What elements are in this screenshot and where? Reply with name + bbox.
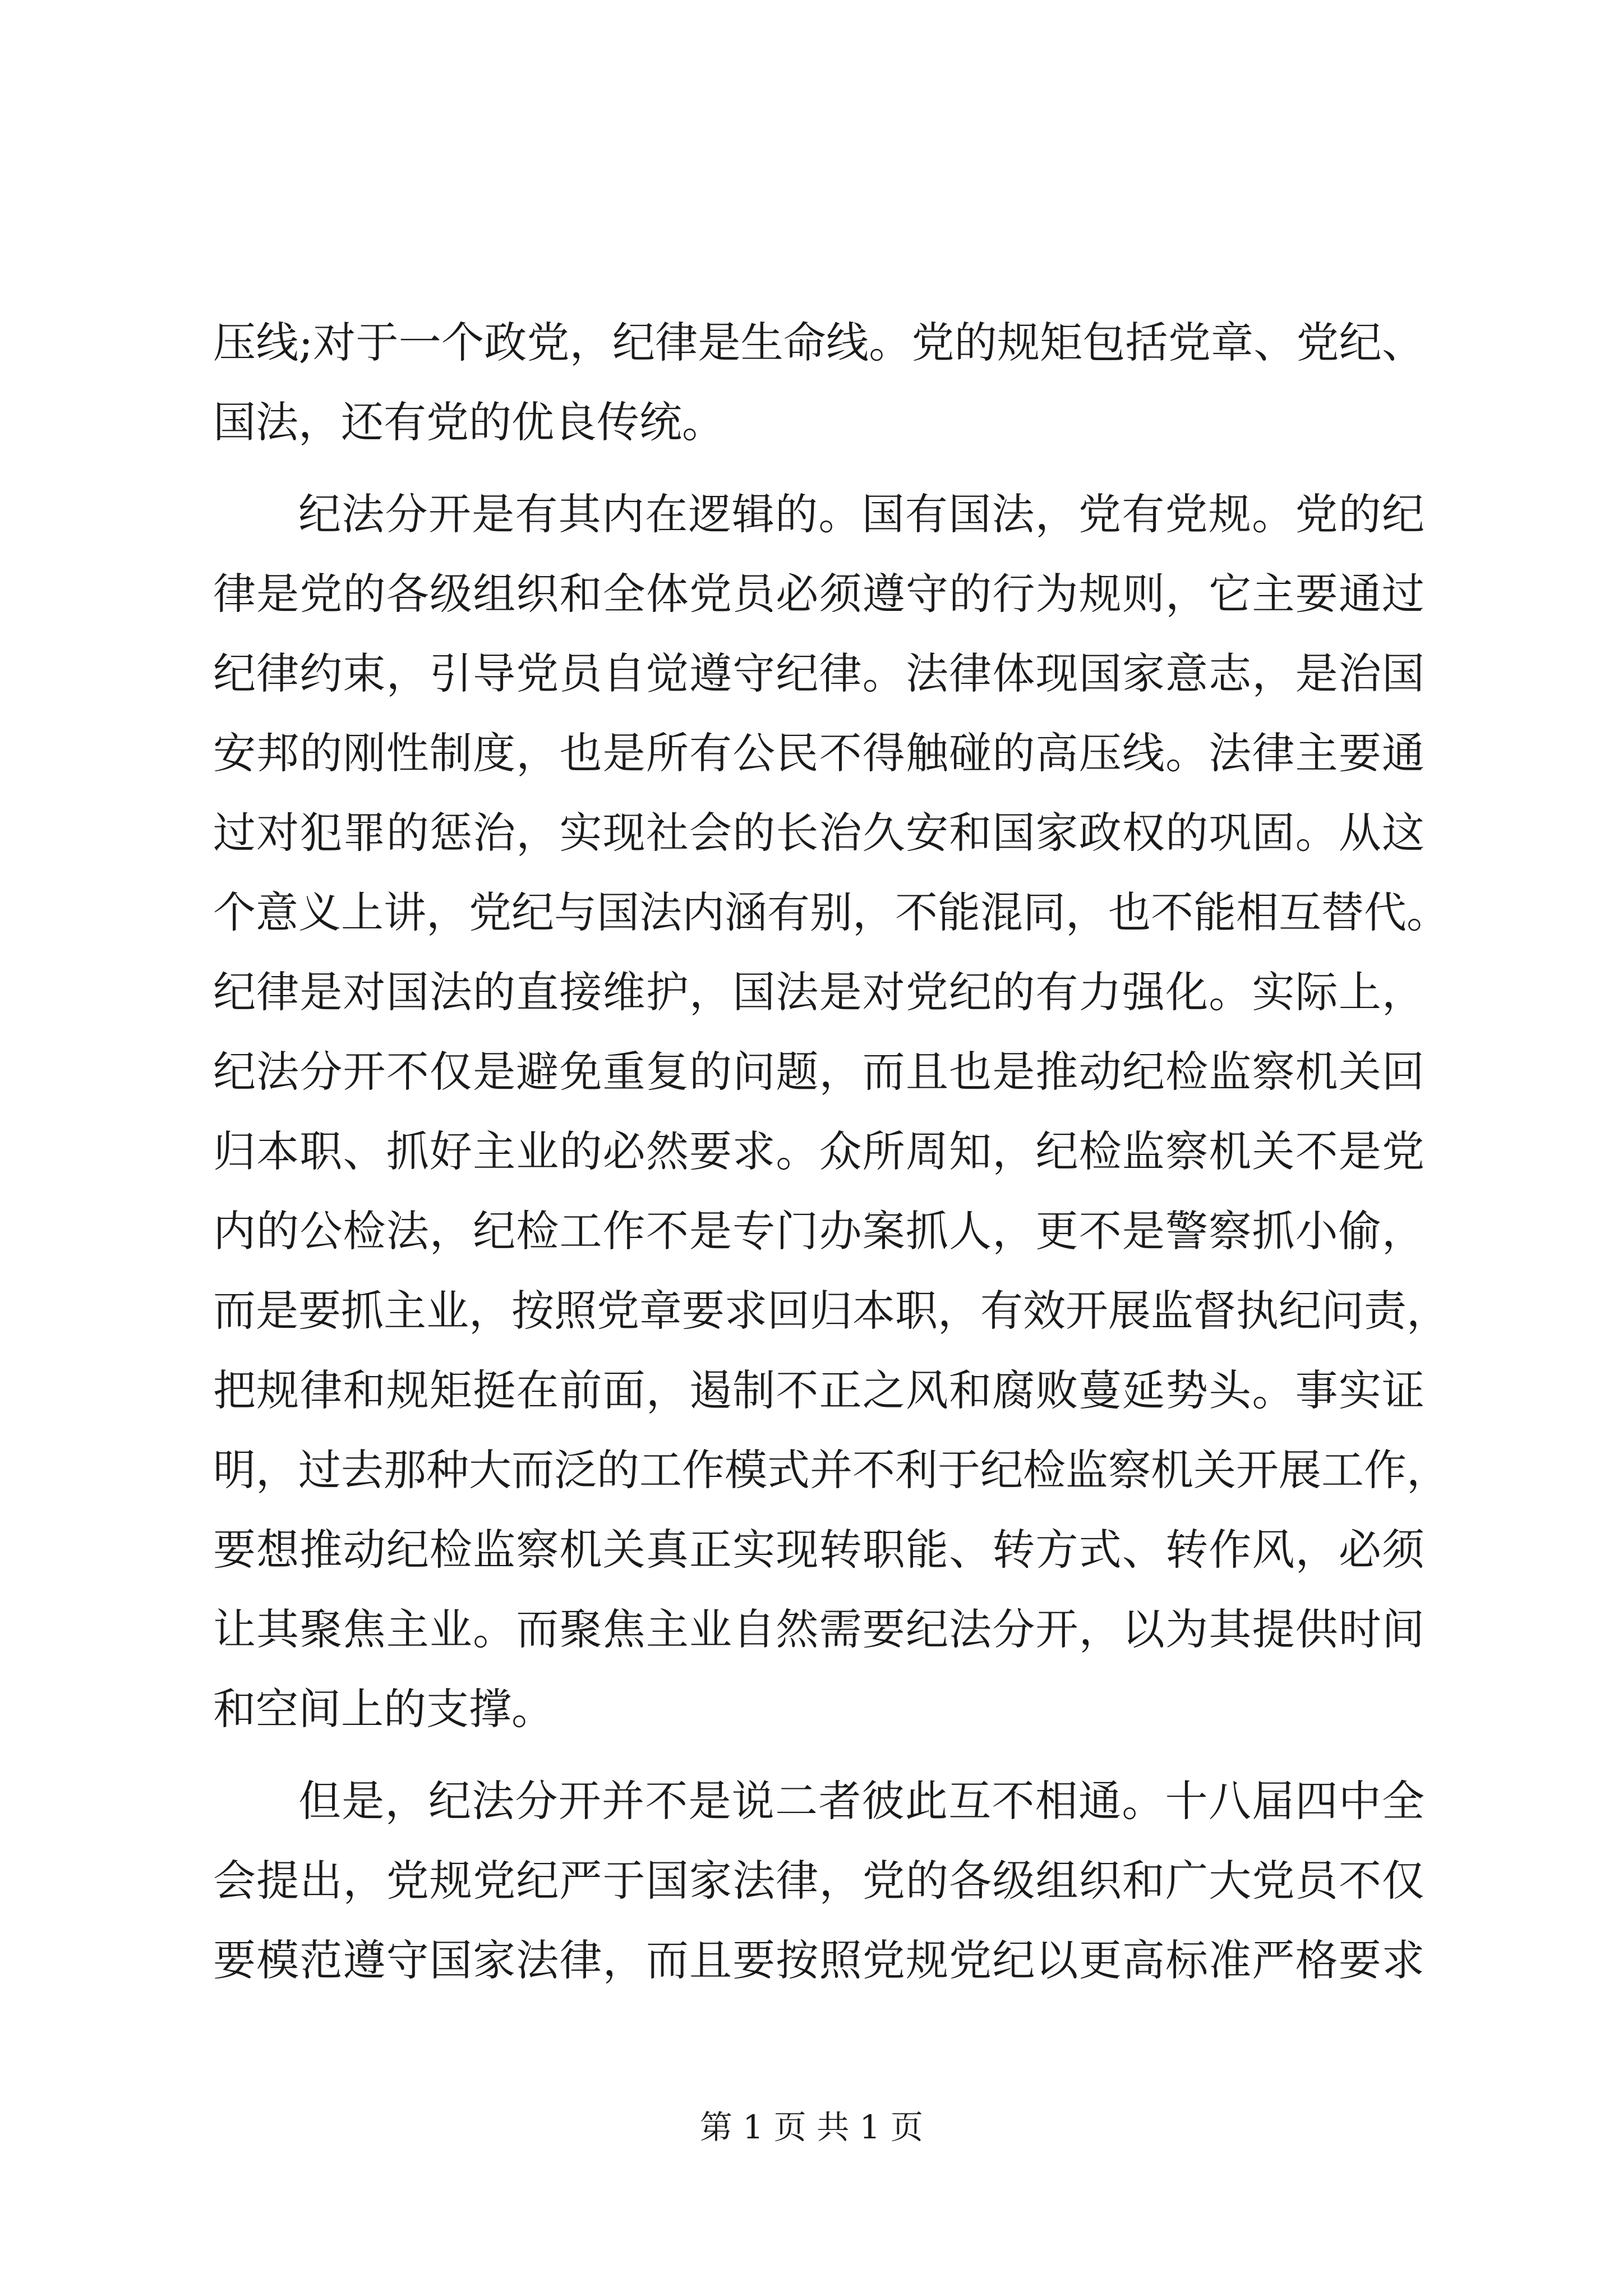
text-line: 明，过去那种大而泛的工作模式并不利于纪检监察机关开展工作， [213, 1445, 1449, 1495]
text-line: 内的公检法，纪检工作不是专门办案抓人，更不是警察抓小偷， [213, 1206, 1424, 1256]
text-line: 纪法分开不仅是避免重复的问题，而且也是推动纪检监察机关回 [213, 1047, 1424, 1097]
text-line: 让其聚焦主业。而聚焦主业自然需要纪法分开，以为其提供时间 [213, 1604, 1424, 1654]
text-line: 国法，还有党的优良传统。 [213, 397, 725, 447]
text-line: 但是，纪法分开并不是说二者彼此互不相通。十八届四中全 [298, 1776, 1424, 1826]
paragraph [213, 475, 1449, 1749]
text-line: 律是党的各级组织和全体党员必须遵守的行为规则，它主要通过 [213, 569, 1424, 619]
text-line: 归本职、抓好主业的必然要求。众所周知，纪检监察机关不是党 [213, 1126, 1424, 1176]
text-line: 纪法分开是有其内在逻辑的。国有国法，党有党规。党的纪 [298, 489, 1424, 539]
document-body [213, 303, 1449, 2000]
text-line: 要想推动纪检监察机关真正实现转职能、转方式、转作风，必须 [213, 1525, 1424, 1575]
text-line: 纪律约束，引导党员自觉遵守纪律。法律体现国家意志，是治国 [213, 648, 1424, 698]
page-footer: 第 1 页 共 1 页 [700, 2108, 923, 2146]
text-line: 把规律和规矩挺在前面，遏制不正之风和腐败蔓延势头。事实证 [213, 1365, 1424, 1415]
paragraph [213, 303, 1424, 462]
text-line: 要模范遵守国家法律，而且要按照党规党纪以更高标准严格要求 [213, 1935, 1424, 1985]
text-line: 会提出，党规党纪严于国家法律，党的各级组织和广大党员不仅 [213, 1856, 1424, 1906]
text-line: 和空间上的支撑。 [213, 1684, 554, 1734]
text-line: 安邦的刚性制度，也是所有公民不得触碰的高压线。法律主要通 [213, 728, 1424, 778]
text-line: 个意义上讲，党纪与国法内涵有别，不能混同，也不能相互替代。 [213, 887, 1449, 937]
text-line: 而是要抓主业，按照党章要求回归本职，有效开展监督执纪问责， [213, 1286, 1449, 1336]
text-line: 纪律是对国法的直接维护，国法是对党纪的有力强化。实际上， [213, 967, 1424, 1017]
paragraph [213, 1761, 1424, 2000]
text-line: 过对犯罪的惩治，实现社会的长治久安和国家政权的巩固。从这 [213, 808, 1424, 858]
text-line: 压线;对于一个政党，纪律是生命线。党的规矩包括党章、党纪、 [213, 318, 1424, 367]
